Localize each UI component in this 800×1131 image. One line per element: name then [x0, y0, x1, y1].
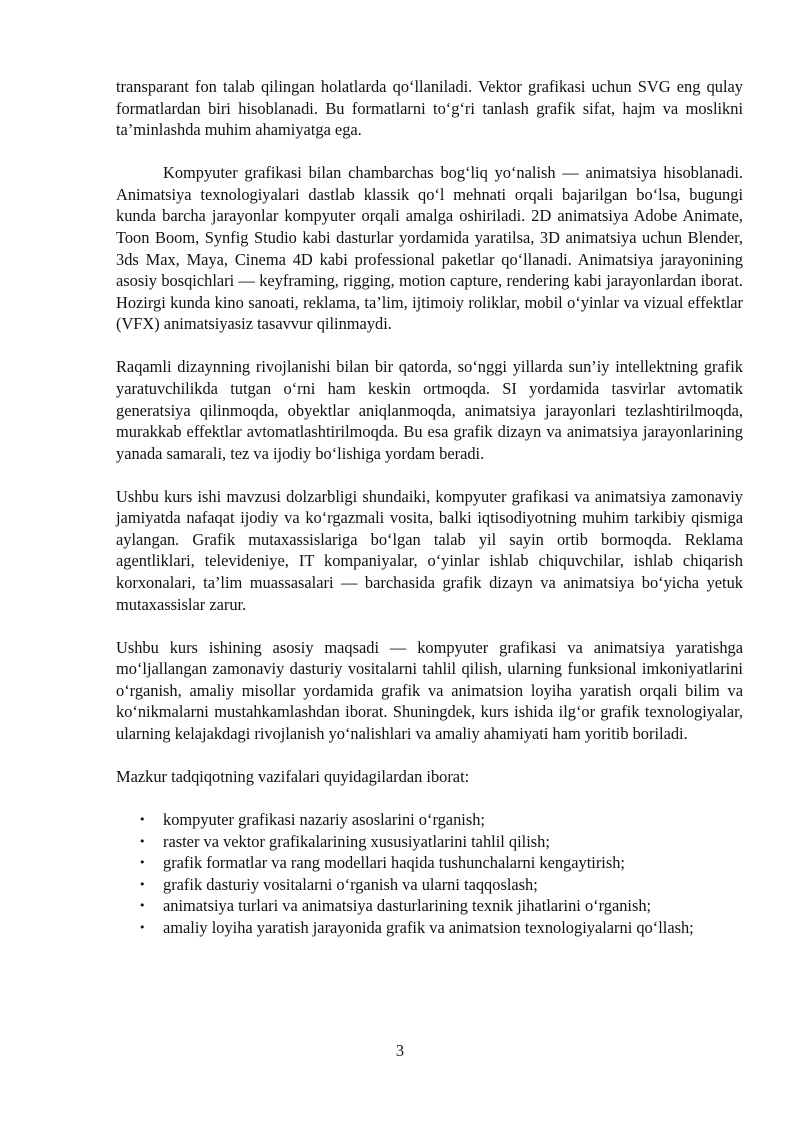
bullet-icon: • — [139, 856, 146, 870]
list-item-text: kompyuter grafikasi nazariy asoslarini o‘rganish; — [163, 809, 485, 829]
bullet-icon: • — [139, 877, 146, 891]
bullet-icon: • — [139, 812, 146, 826]
list-item — [116, 809, 743, 831]
paragraph-tasks-intro: Mazkur tadqiqotning vazifalari quyidagilardan iborat: — [116, 766, 470, 786]
bullet-icon: • — [139, 834, 146, 848]
tasks-list — [116, 809, 743, 939]
paragraph-formats-continuation: transparant fon talab qilingan holatlarda qo‘llaniladi. Vektor grafikasi uchun SVG eng qulay formatlardan biri hisoblanadi. Bu formatlarni to‘g‘ri tanlash grafik sifat, hajm va moslikni ta’minlashda muhim ahamiyatga ega. — [116, 77, 743, 140]
paragraph-goal: Ushbu kurs ishining asosiy maqsadi — kompyuter grafikasi va animatsiya yaratishga mo‘ljallangan zamonaviy dasturiy vositalarni tahlil qilish, ularning funksional imkoniyatlarini o‘rganish, amaliy misollar yordamida grafik va animatsion loyiha yaratish orqali bilim va ko‘nikmalarni mustahkamlashdan iborat. Shuningdek, kurs ishida ilg‘or grafik texnologiyalar, ularning kelajakdagi rivojlanish yo‘nalishlari va amaliy ahamiyati ham yoritib boriladi. — [116, 637, 743, 743]
list-item-text: raster va vektor grafikalarining xususiyatlarini tahlil qilish; — [163, 831, 550, 851]
bullet-icon: • — [139, 920, 146, 934]
list-item-text: amaliy loyiha yaratish jarayonida grafik va animatsion texnologiyalarni qo‘llash; — [163, 917, 694, 937]
page-number: 3 — [395, 1041, 405, 1060]
list-item — [116, 852, 743, 874]
list-item-text: grafik dasturiy vositalarni o‘rganish va ularni taqqoslash; — [163, 874, 538, 894]
paragraph-ai-graphics: Raqamli dizaynning rivojlanishi bilan bir qatorda, so‘nggi yillarda sun’iy intellektning grafik yaratuvchilikda tutgan o‘rni ham keskin ortmoqda. SI yordamida tasvirlar avtomatik generatsiya qilinmoqda, obyektlar aniqlanmoqda, animatsiya jarayonlari tezlashtirilmoqda, murakkab effektlar avtomatlashtirilmoqda. Bu esa grafik dizayn va animatsiya jarayonlarining yanada samarali, tez va ijodiy bo‘lishiga yordam beradi. — [116, 357, 743, 463]
page-body — [116, 76, 743, 939]
list-item-text: animatsiya turlari va animatsiya dasturlarining texnik jihatlarini o‘rganish; — [163, 896, 652, 916]
paragraph-animation: Kompyuter grafikasi bilan chambarchas bog‘liq yo‘nalish — animatsiya hisoblanadi. Animatsiya texnologiyalari dastlab klassik qo‘l mehnati orqali bajarilgan bo‘lsa, bugungi kunda barcha jarayonlar kompyuter orqali amalga oshiriladi. 2D animatsiya Adobe Animate, Toon Boom, Synfig Studio kabi dasturlar yordamida yaratilsa, 3D animatsiya uchun Blender, 3ds Max, Maya, Cinema 4D kabi professional paketlar qo‘llanadi. Animatsiya jarayonining asosiy bosqichlari — keyframing, rigging, motion capture, rendering kabi jarayonlardan iborat. Hozirgi kunda kino sanoati, reklama, ta’lim, ijtimoiy roliklar, mobil o‘yinlar va vizual effektlar (VFX) animatsiyasiz tasavvur qilinmaydi. — [116, 163, 743, 334]
bullet-icon: • — [139, 899, 146, 913]
list-item — [116, 831, 743, 853]
list-item — [116, 895, 743, 917]
paragraph-relevance: Ushbu kurs ishi mavzusi dolzarbligi shundaiki, kompyuter grafikasi va animatsiya zamonaviy jamiyatda nafaqat ijodiy va ko‘rgazmali vosita, balki iqtisodiyotning muhim tarkibiy qismiga aylangan. Grafik mutaxassislariga bo‘lgan talab yil sayin ortib bormoqda. Reklama agentliklari, televideniye, IT kompaniyalar, o‘yinlar ishlab chiquvchilar, ishlab chiqarish korxonalari, ta’lim muassasalari — barchasida grafik dizayn va animatsiya bo‘yicha yetuk mutaxassislar zarur. — [116, 486, 743, 614]
list-item-text: grafik formatlar va rang modellari haqida tushunchalarni kengaytirish; — [163, 853, 625, 873]
list-item — [116, 917, 743, 939]
list-item — [116, 874, 743, 896]
